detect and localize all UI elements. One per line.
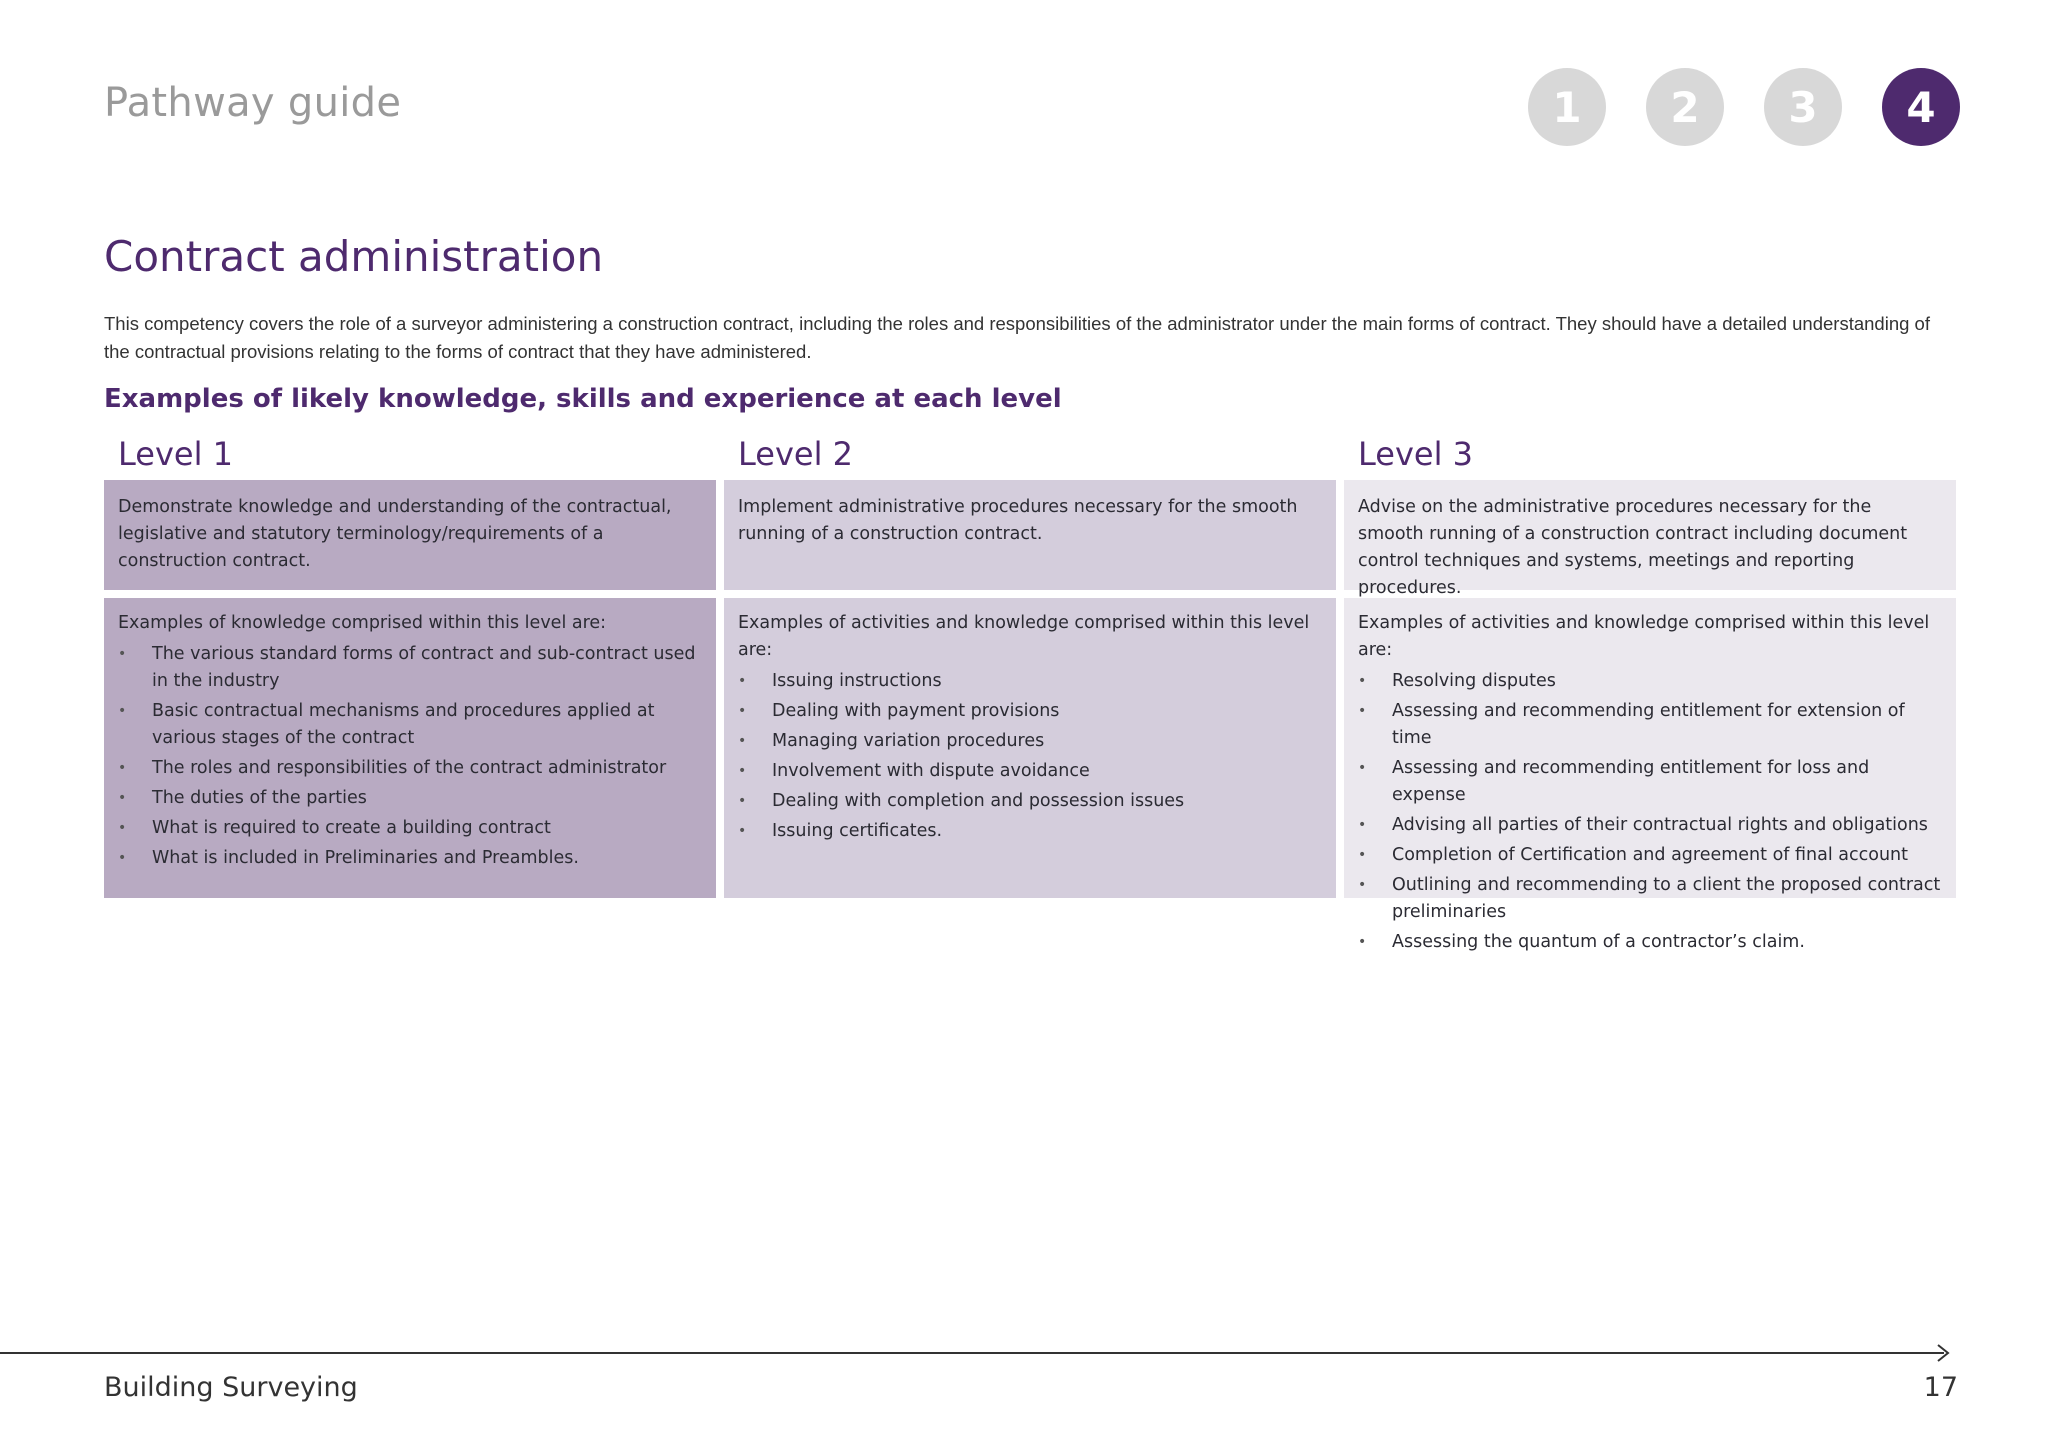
level-2-column xyxy=(724,428,1336,841)
footer-divider xyxy=(0,1352,1944,1354)
list-item: • The duties of the parties xyxy=(118,785,702,812)
level-1-examples-intro: Examples of knowledge comprised within this level are: xyxy=(118,613,607,633)
level-1-examples-list xyxy=(118,641,702,872)
level-2-heading: Level 2 xyxy=(738,435,853,473)
list-item: • Assessing the quantum of a contractor’s claim. xyxy=(1358,929,1942,956)
competency-description: This competency covers the role of a surveyor administering a construction contract, including the roles and responsibilities of the administrator under the main forms of contract. They should have a detailed understanding of the contractual provisions relating to the forms of contract that they have administered. xyxy=(104,313,1930,362)
step-2-button[interactable]: 2 xyxy=(1646,68,1724,146)
list-item: • The various standard forms of contract and sub-contract used in the industry xyxy=(118,641,702,695)
list-item: • Advising all parties of their contractual rights and obligations xyxy=(1358,812,1942,839)
list-item: • Dealing with completion and possession issues xyxy=(738,788,1322,815)
level-2-summary: Implement administrative procedures necessary for the smooth running of a construction contract. xyxy=(724,480,1336,590)
level-2-examples-intro: Examples of activities and knowledge comprised within this level are: xyxy=(738,613,1310,660)
level-1-column xyxy=(104,428,716,868)
level-2-examples-list xyxy=(738,668,1322,845)
list-item: • Issuing certificates. xyxy=(738,818,1322,845)
level-3-examples-list xyxy=(1358,668,1942,956)
page-title: Contract administration xyxy=(104,232,604,281)
step-1-button[interactable]: 1 xyxy=(1528,68,1606,146)
level-1-summary: Demonstrate knowledge and understanding of the contractual, legislative and statutory terminology/requirements of a construction contract. xyxy=(104,480,716,590)
footer-section-name: Building Surveying xyxy=(104,1372,358,1403)
list-item: • The roles and responsibilities of the contract administrator xyxy=(118,755,702,782)
list-item: • Managing variation procedures xyxy=(738,728,1322,755)
list-item: • Assessing and recommending entitlement for loss and expense xyxy=(1358,755,1942,809)
list-item: • Issuing instructions xyxy=(738,668,1322,695)
levels-subheading: Examples of likely knowledge, skills and experience at each level xyxy=(104,384,1062,414)
level-3-heading: Level 3 xyxy=(1358,435,1473,473)
level-3-examples-intro: Examples of activities and knowledge comprised within this level are: xyxy=(1358,613,1930,660)
list-item: • Completion of Certification and agreement of final account xyxy=(1358,842,1942,869)
list-item: • Resolving disputes xyxy=(1358,668,1942,695)
arrow-right-icon[interactable] xyxy=(1934,1343,1954,1363)
level-1-examples xyxy=(104,598,716,898)
level-3-summary: Advise on the administrative procedures necessary for the smooth running of a construction contract including document control techniques and systems, meetings and reporting procedures. xyxy=(1344,480,1956,590)
list-item: • Basic contractual mechanisms and procedures applied at various stages of the contract xyxy=(118,698,702,752)
step-3-button[interactable]: 3 xyxy=(1764,68,1842,146)
level-3-examples xyxy=(1344,598,1956,952)
list-item: • Outlining and recommending to a client the proposed contract preliminaries xyxy=(1358,872,1942,926)
list-item: • Assessing and recommending entitlement for extension of time xyxy=(1358,698,1942,752)
list-item: • Involvement with dispute avoidance xyxy=(738,758,1322,785)
page-number: 17 xyxy=(1923,1372,1958,1403)
level-1-heading: Level 1 xyxy=(118,435,233,473)
list-item: • Dealing with payment provisions xyxy=(738,698,1322,725)
list-item: • What is included in Preliminaries and Preambles. xyxy=(118,845,702,872)
step-4-button[interactable]: 4 xyxy=(1882,68,1960,146)
list-item: • What is required to create a building contract xyxy=(118,815,702,842)
level-2-examples xyxy=(724,598,1336,898)
pathway-guide-title: Pathway guide xyxy=(104,80,402,126)
level-3-column xyxy=(1344,428,1956,952)
